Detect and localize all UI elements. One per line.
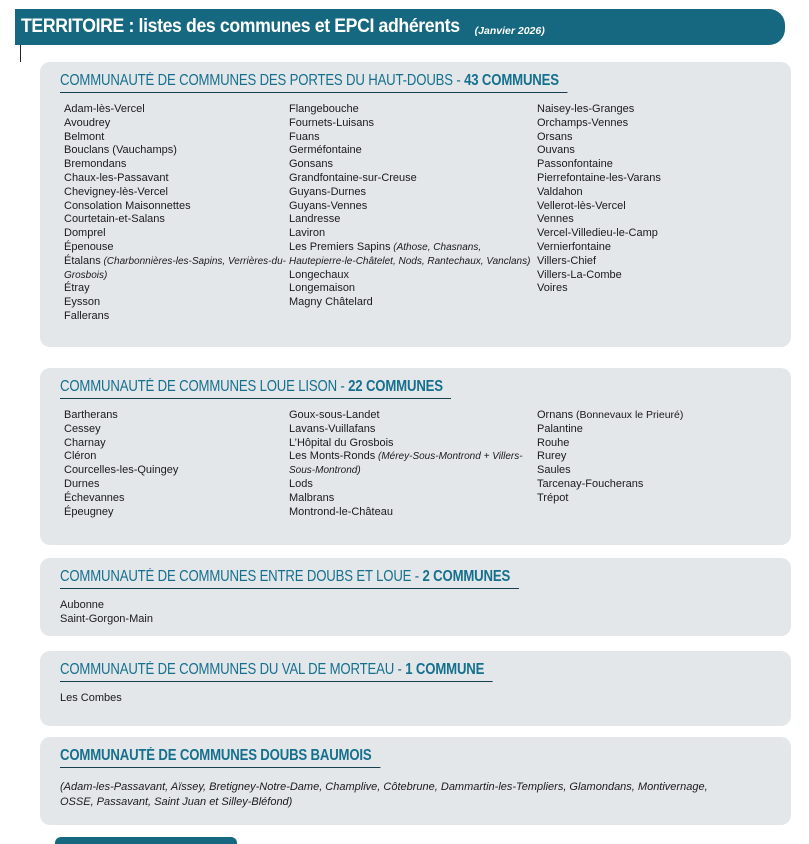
section-heading-text: COMMUNAUTÉ DE COMMUNES DU VAL DE MORTEAU - (60, 661, 406, 678)
commune-item: Avoudrey (64, 116, 111, 129)
commune-item: Bremondans (64, 158, 127, 171)
commune-item: Voires (537, 282, 568, 295)
commune-item: Les Monts-Ronds (Mérey-Sous-Montrond + Villers-Sous-Montrond) (289, 450, 523, 477)
commune-item: Valdahon (537, 185, 583, 198)
commune-item: Orsans (537, 130, 573, 143)
commune-note: (Charbonnières-les-Sapins, Verrières-du-Grosbois) (64, 255, 286, 281)
commune-item: Vellerot-lès-Vercel (537, 199, 626, 212)
commune-item: Magny Châtelard (289, 296, 373, 309)
commune-item: Grandfontaine-sur-Creuse (289, 171, 417, 184)
page-title-bar (15, 9, 785, 45)
commune-item: L’Hôpital du Grosbois (289, 436, 394, 449)
commune-item: Vercel-Villedieu-le-Camp (537, 227, 658, 240)
section-heading (60, 72, 567, 93)
commune-item: Palantine (537, 422, 583, 435)
commune-item: Épeugney (64, 505, 114, 518)
section-heading-text: COMMUNAUTÉ DE COMMUNES ENTRE DOUBS ET LOUE - (60, 568, 423, 585)
commune-item: Échevannes (64, 491, 125, 504)
commune-item: Bouclans (Vauchamps) (64, 144, 177, 157)
section-card-entre-doubs-et-loue (40, 558, 791, 636)
commune-column (64, 409, 289, 519)
commune-item: Naisey-les-Granges (537, 103, 635, 115)
commune-item: Cléron (64, 450, 97, 463)
commune-item: Landresse (289, 213, 341, 226)
commune-item: Trépot (537, 491, 569, 504)
commune-item: Eysson (64, 296, 101, 309)
commune-item: Fuans (289, 130, 320, 143)
commune-item: Villers-La-Combe (537, 268, 622, 281)
commune-note: (Athose, Chasnans, Hautepierre-le-Châtelet, Nods, Rantechaux, Vanclans) (289, 241, 531, 267)
commune-item: Courcelles-les-Quingey (64, 464, 179, 477)
section-heading-text: COMMUNAUTÉ DE COMMUNES LOUE LISON - (60, 378, 349, 395)
commune-note: (Mérey-Sous-Montrond + Villers-Sous-Montrond) (289, 451, 523, 477)
commune-column (537, 103, 777, 324)
commune-item: Vennes (537, 213, 574, 226)
commune-item: Ouvans (537, 144, 575, 157)
section-heading-count: 2 COMMUNES (422, 568, 511, 585)
commune-item: Rouhe (537, 436, 570, 449)
section-heading (60, 378, 451, 399)
commune-item: Guyans-Durnes (289, 185, 367, 198)
commune-item: Saules (537, 464, 571, 477)
commune-item: Bartherans (64, 409, 118, 421)
commune-item: Étalans (Charbonnières-les-Sapins, Verrières-du-Grosbois) (64, 254, 286, 281)
commune-columns (60, 409, 777, 519)
commune-item: Lods (289, 477, 313, 490)
commune-item: Charnay (64, 436, 106, 449)
commune-item: Villers-Chief (537, 254, 597, 267)
commune-item: Fallerans (64, 309, 110, 322)
commune-item: Tarcenay-Foucherans (537, 477, 644, 490)
commune-item: Belmont (64, 130, 105, 143)
commune-paragraph: (Adam-les-Passavant, Aïssey, Bretigney-Notre-Dame, Champlive, Côtebrune, Dammartin-les-Templiers, Glamondans, Montivernage, OSSE, Passavant, Saint Juan et Silley-Bléfond) (60, 781, 708, 808)
commune-item: Aubonne (60, 599, 105, 611)
commune-item: Vernierfontaine (537, 240, 611, 253)
text-cursor-artifact (20, 45, 21, 62)
commune-item: Épenouse (64, 240, 114, 253)
section-heading (60, 568, 519, 589)
commune-item: Passonfontaine (537, 158, 613, 171)
section-heading (60, 661, 493, 682)
commune-item: Chaux-les-Passavant (64, 171, 169, 184)
commune-column (289, 103, 537, 324)
commune-item: Ornans (Bonnevaux le Prieuré) (537, 409, 684, 421)
commune-item: Malbrans (289, 491, 335, 504)
commune-item: Germéfontaine (289, 144, 362, 157)
commune-item: Goux-sous-Landet (289, 409, 380, 421)
commune-column (60, 599, 777, 627)
commune-column (289, 409, 537, 519)
commune-item: Les Premiers Sapins (Athose, Chasnans, Hautepierre-le-Châtelet, Nods, Rantechaux, Vanclans) (289, 240, 531, 267)
page-title: TERRITOIRE : listes des communes et EPCI adhérents (21, 16, 460, 37)
commune-item: Guyans-Vennes (289, 199, 368, 212)
commune-columns (60, 103, 777, 324)
commune-note: (Bonnevaux le Prieuré) (573, 409, 684, 421)
commune-columns (60, 692, 777, 706)
section-heading-count: 43 COMMUNES (464, 72, 559, 89)
commune-item: Laviron (289, 227, 326, 240)
cut-off-header-bar (55, 837, 237, 844)
commune-item: Longechaux (289, 268, 349, 281)
commune-column (64, 103, 289, 324)
commune-item: Cessey (64, 422, 101, 435)
page-date-note: (Janvier 2026) (474, 24, 545, 37)
commune-item: Durnes (64, 477, 100, 490)
commune-item: Domprel (64, 227, 106, 240)
commune-item: Les Combes (60, 692, 122, 704)
commune-item: Rurey (537, 450, 567, 463)
commune-item: Courtetain-et-Salans (64, 213, 165, 226)
commune-column (60, 692, 777, 706)
commune-item: Gonsans (289, 158, 334, 171)
commune-item: Flangebouche (289, 103, 359, 115)
commune-item: Lavans-Vuillafans (289, 422, 376, 435)
section-card-portes-du-haut-doubs (40, 62, 791, 347)
commune-item: Montrond-le-Château (289, 505, 393, 518)
commune-item: Pierrefontaine-les-Varans (537, 171, 661, 184)
commune-item: Consolation Maisonnettes (64, 199, 191, 212)
commune-item: Fournets-Luisans (289, 116, 374, 129)
commune-item: Étray (64, 282, 90, 295)
commune-item: Saint-Gorgon-Main (60, 612, 153, 625)
section-heading-text: COMMUNAUTÉ DE COMMUNES DES PORTES DU HAUT-DOUBS - (60, 72, 465, 89)
commune-item: Chevigney-lès-Vercel (64, 185, 168, 198)
section-card-val-de-morteau (40, 651, 791, 726)
commune-item: Orchamps-Vennes (537, 116, 629, 129)
section-heading-count: 1 COMMUNE (405, 661, 485, 678)
section-card-doubs-baumois (40, 737, 791, 825)
section-card-loue-lison (40, 368, 791, 545)
commune-item: Longemaison (289, 282, 356, 295)
section-heading-count: 22 COMMUNES (348, 378, 443, 395)
commune-item: Adam-lès-Vercel (64, 103, 145, 115)
commune-columns (60, 599, 777, 627)
commune-column (537, 409, 777, 519)
section-heading (60, 747, 380, 768)
section-heading-count: COMMUNAUTÉ DE COMMUNES DOUBS BAUMOIS (60, 747, 372, 764)
